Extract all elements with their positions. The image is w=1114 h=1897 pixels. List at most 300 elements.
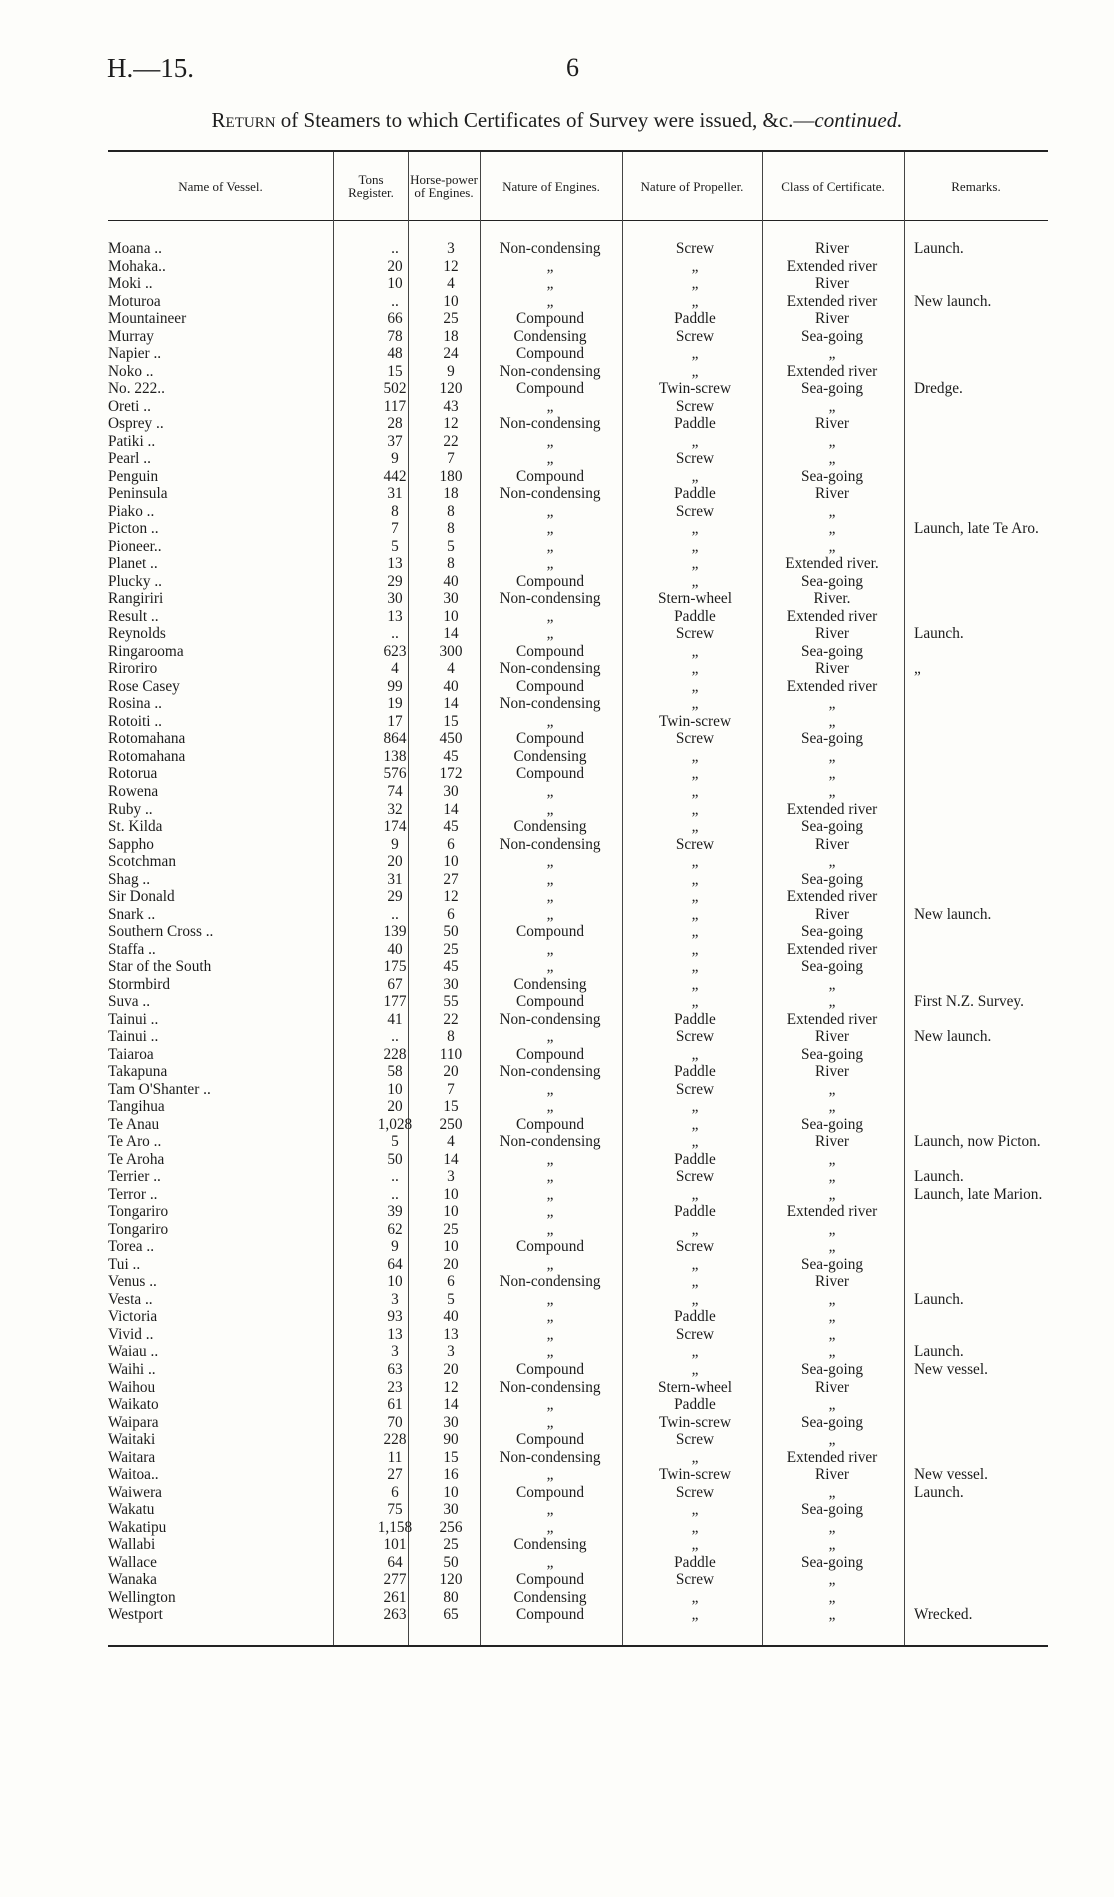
class-of-certificate: Sea-going	[800, 1361, 864, 1378]
table-row	[108, 1414, 1048, 1432]
table-row	[108, 1431, 1048, 1449]
nature-of-propeller: „	[691, 555, 699, 573]
vessel-name: Ringarooma	[108, 642, 184, 660]
nature-of-engines: „	[546, 1308, 554, 1326]
tons-register: 67	[387, 975, 403, 993]
tons-register: 31	[387, 485, 403, 503]
vessel-name: Tui ..	[108, 1255, 141, 1273]
nature-of-propeller: „	[691, 1045, 699, 1063]
nature-of-propeller: „	[691, 362, 699, 380]
class-of-certificate: Sea-going	[800, 467, 864, 485]
class-of-certificate: River	[815, 1273, 849, 1291]
nature-of-propeller: Screw	[675, 450, 715, 468]
horse-power: 7	[447, 1080, 455, 1098]
horse-power: 40	[443, 572, 459, 590]
header-bottom-rule	[108, 220, 1048, 221]
remarks: Launch.	[914, 1483, 964, 1501]
remarks: Launch.	[914, 1290, 964, 1308]
nature-of-propeller: „	[691, 1255, 699, 1273]
horse-power: 90	[443, 1431, 459, 1449]
table-row	[108, 450, 1048, 468]
table-row	[108, 1133, 1048, 1151]
class-of-certificate: Sea-going	[800, 327, 864, 345]
nature-of-engines: Compound	[516, 1606, 584, 1624]
nature-of-propeller: Screw	[675, 327, 715, 345]
tons-register: 117	[383, 397, 407, 415]
tons-register: 37	[387, 432, 403, 450]
class-of-certificate: „	[828, 1606, 836, 1624]
table-row	[108, 328, 1048, 346]
tons-register: 30	[387, 590, 403, 608]
horse-power: 25	[443, 310, 459, 328]
table-row	[108, 345, 1048, 363]
table-row	[108, 923, 1048, 941]
table-row	[108, 293, 1048, 311]
tons-register: 5	[391, 537, 399, 555]
title-text: of Steamers to which Certificates of Survey were issued, &c.—	[275, 108, 815, 132]
tons-register: 11	[387, 1448, 403, 1466]
horse-power: 8	[447, 555, 455, 573]
horse-power: 55	[443, 993, 459, 1011]
document-reference: H.—15.	[107, 53, 194, 83]
table-row	[108, 1589, 1048, 1607]
nature-of-engines: Condensing	[513, 327, 587, 345]
horse-power: 3	[447, 1343, 455, 1361]
table-row	[108, 1028, 1048, 1046]
nature-of-propeller: Twin-screw	[659, 1413, 731, 1431]
tons-register: 29	[387, 572, 403, 590]
vessel-name: Vesta ..	[108, 1290, 153, 1308]
remarks: New vessel.	[914, 1361, 988, 1378]
nature-of-engines: Compound	[516, 1115, 584, 1133]
header-name-of-vessel: Name of Vessel.	[178, 178, 263, 194]
class-of-certificate: Sea-going	[800, 1501, 864, 1519]
nature-of-propeller: „	[691, 1501, 699, 1519]
class-of-certificate: Sea-going	[800, 1553, 864, 1571]
horse-power: 30	[443, 782, 459, 800]
nature-of-engines: Compound	[516, 1431, 584, 1449]
nature-of-engines: „	[546, 502, 554, 520]
table-row	[108, 1571, 1048, 1589]
table-row	[108, 485, 1048, 503]
table-row	[108, 1606, 1048, 1624]
nature-of-propeller: „	[691, 345, 699, 363]
nature-of-propeller: „	[691, 765, 699, 783]
table-row	[108, 503, 1048, 521]
nature-of-propeller: „	[691, 870, 699, 888]
horse-power: 45	[443, 958, 459, 976]
class-of-certificate: River	[815, 415, 849, 433]
nature-of-propeller: „	[691, 432, 699, 450]
tons-register: 29	[387, 888, 403, 906]
horse-power: 10	[443, 292, 459, 310]
nature-of-engines: „	[546, 905, 554, 923]
vessel-name: Suva ..	[108, 993, 151, 1011]
nature-of-engines: Compound	[516, 730, 584, 748]
table-row	[108, 1046, 1048, 1064]
nature-of-engines: „	[546, 1466, 554, 1484]
table-row	[108, 958, 1048, 976]
vessel-name: Tainui ..	[108, 1028, 159, 1046]
horse-power: 120	[439, 380, 463, 398]
vessel-name: Oreti ..	[108, 397, 151, 415]
nature-of-engines: Non-condensing	[499, 485, 601, 503]
class-of-certificate: „	[828, 502, 836, 520]
horse-power: 12	[443, 257, 459, 275]
nature-of-propeller: „	[691, 1361, 699, 1378]
tons-register: ..	[391, 905, 399, 923]
tons-register: 64	[387, 1553, 403, 1571]
nature-of-propeller: Paddle	[674, 1010, 716, 1028]
vessel-name: Wellington	[108, 1588, 176, 1606]
vessel-name: Sappho	[108, 835, 154, 853]
tons-register: 32	[387, 800, 403, 818]
vessel-name: Te Aroha	[108, 1150, 165, 1168]
horse-power: 15	[443, 712, 459, 730]
tons-register: ..	[391, 292, 399, 310]
vessel-name: Torea ..	[108, 1238, 155, 1256]
tons-register: 61	[387, 1396, 403, 1414]
nature-of-engines: „	[546, 397, 554, 415]
tons-register: 78	[387, 327, 403, 345]
vessel-name: Tongariro	[108, 1220, 169, 1238]
nature-of-engines: „	[546, 1203, 554, 1221]
tons-register: 139	[383, 923, 407, 941]
table-row	[108, 730, 1048, 748]
horse-power: 10	[443, 853, 459, 871]
horse-power: 45	[443, 818, 459, 836]
nature-of-engines: Compound	[516, 765, 584, 783]
nature-of-propeller: Screw	[675, 1571, 715, 1589]
class-of-certificate: Extended river	[786, 1203, 878, 1221]
remarks: New launch.	[914, 905, 992, 923]
table-title	[0, 108, 1114, 133]
class-of-certificate: „	[828, 765, 836, 783]
vessel-name: Stormbird	[108, 975, 171, 993]
vessel-name: Tangihua	[108, 1098, 165, 1116]
tons-register: 70	[387, 1413, 403, 1431]
tons-register: 93	[387, 1308, 403, 1326]
horse-power: 80	[443, 1588, 459, 1606]
nature-of-engines: „	[546, 958, 554, 976]
vessel-name: Planet ..	[108, 555, 158, 573]
tons-register: 138	[383, 747, 407, 765]
class-of-certificate: River	[815, 310, 849, 328]
vessel-name: Patiki ..	[108, 432, 156, 450]
table-row	[108, 1308, 1048, 1326]
table-row	[108, 1343, 1048, 1361]
nature-of-propeller: Stern-wheel	[658, 590, 732, 608]
nature-of-engines: „	[546, 800, 554, 818]
nature-of-engines: „	[546, 1255, 554, 1273]
tons-register: 13	[387, 607, 403, 625]
horse-power: 8	[447, 502, 455, 520]
nature-of-propeller: „	[691, 800, 699, 818]
class-of-certificate: „	[828, 1483, 836, 1501]
vessel-name: Sir Donald	[108, 888, 175, 906]
nature-of-engines: „	[546, 1396, 554, 1414]
vessel-name: Rosina ..	[108, 695, 162, 713]
tons-register: 175	[383, 958, 407, 976]
class-of-certificate: River	[815, 905, 849, 923]
nature-of-propeller: Screw	[675, 1168, 715, 1186]
tons-register: 9	[391, 1238, 399, 1256]
tons-register: 7	[391, 520, 399, 538]
nature-of-propeller: Paddle	[674, 607, 716, 625]
nature-of-engines: „	[546, 1518, 554, 1536]
nature-of-engines: Non-condensing	[499, 240, 601, 257]
vessel-name: Waitoa..	[108, 1466, 159, 1484]
table-row	[108, 678, 1048, 696]
table-row	[108, 1203, 1048, 1221]
horse-power: 6	[447, 835, 455, 853]
vessel-name: Picton ..	[108, 520, 159, 538]
table-row	[108, 240, 1048, 258]
table-row	[108, 993, 1048, 1011]
remarks: New vessel.	[914, 1466, 988, 1484]
vessel-name: Terrier ..	[108, 1168, 161, 1186]
table-row	[108, 1273, 1048, 1291]
nature-of-propeller: Screw	[675, 625, 715, 643]
class-of-certificate: „	[828, 1080, 836, 1098]
class-of-certificate: „	[828, 450, 836, 468]
nature-of-engines: Condensing	[513, 818, 587, 836]
title-continued: continued.	[814, 108, 903, 132]
nature-of-engines: „	[546, 782, 554, 800]
page-number: 6	[566, 53, 579, 82]
nature-of-propeller: „	[691, 993, 699, 1011]
horse-power: 15	[443, 1448, 459, 1466]
vessel-name: Wakatu	[108, 1501, 155, 1519]
tons-register: 20	[387, 257, 403, 275]
tons-register: 23	[387, 1378, 403, 1396]
horse-power: 30	[443, 1413, 459, 1431]
nature-of-propeller: „	[691, 1290, 699, 1308]
nature-of-engines: „	[546, 853, 554, 871]
table-row	[108, 363, 1048, 381]
class-of-certificate: Sea-going	[800, 958, 864, 976]
class-of-certificate: „	[828, 1150, 836, 1168]
vessel-name: Terror ..	[108, 1185, 158, 1203]
class-of-certificate: Sea-going	[800, 923, 864, 941]
nature-of-propeller: Screw	[675, 1028, 715, 1046]
class-of-certificate: „	[828, 1588, 836, 1606]
horse-power: 40	[443, 1308, 459, 1326]
tons-register: 48	[387, 345, 403, 363]
nature-of-engines: „	[546, 292, 554, 310]
table-row	[108, 1063, 1048, 1081]
class-of-certificate: Extended river	[786, 607, 878, 625]
tons-register: 4	[391, 660, 399, 678]
nature-of-engines: „	[546, 607, 554, 625]
table-row	[108, 520, 1048, 538]
vessel-name: Rotorua	[108, 765, 158, 783]
tons-register: 10	[387, 275, 403, 293]
remarks: Launch.	[914, 1343, 964, 1361]
nature-of-engines: Compound	[516, 993, 584, 1011]
tons-register: 3	[391, 1343, 399, 1361]
tons-register: 228	[383, 1045, 407, 1063]
class-of-certificate: River	[815, 835, 849, 853]
table-row	[108, 1011, 1048, 1029]
horse-power: 5	[447, 537, 455, 555]
vessel-name: Moana ..	[108, 240, 162, 257]
table-row	[108, 1501, 1048, 1519]
tons-register: 3	[391, 1290, 399, 1308]
vessel-name: Te Aro ..	[108, 1133, 162, 1151]
nature-of-engines: Compound	[516, 1238, 584, 1256]
nature-of-engines: Non-condensing	[499, 415, 601, 433]
nature-of-engines: Condensing	[513, 975, 587, 993]
table-row	[108, 1151, 1048, 1169]
nature-of-engines: Compound	[516, 345, 584, 363]
tons-register: 20	[387, 853, 403, 871]
nature-of-propeller: „	[691, 958, 699, 976]
nature-of-engines: Non-condensing	[499, 1378, 601, 1396]
nature-of-propeller: Screw	[675, 1431, 715, 1449]
horse-power: 4	[447, 1133, 455, 1151]
vessel-name: Peninsula	[108, 485, 168, 503]
tons-register: ..	[391, 1185, 399, 1203]
nature-of-propeller: „	[691, 1115, 699, 1133]
nature-of-propeller: „	[691, 292, 699, 310]
class-of-certificate: „	[828, 1290, 836, 1308]
vessel-name: St. Kilda	[108, 818, 163, 836]
header-remarks: Remarks.	[951, 178, 1001, 194]
class-of-certificate: „	[828, 537, 836, 555]
vessel-name: Southern Cross ..	[108, 923, 214, 941]
table-row	[108, 380, 1048, 398]
nature-of-engines: Non-condensing	[499, 590, 601, 608]
nature-of-propeller: „	[691, 1448, 699, 1466]
vessel-name: Wallace	[108, 1553, 157, 1571]
table-row	[108, 1081, 1048, 1099]
tons-register: 27	[387, 1466, 403, 1484]
nature-of-propeller: „	[691, 467, 699, 485]
nature-of-propeller: „	[691, 660, 699, 678]
class-of-certificate: Extended river	[786, 362, 878, 380]
vessel-name: Wakatipu	[108, 1518, 167, 1536]
class-of-certificate: Sea-going	[800, 1115, 864, 1133]
nature-of-engines: „	[546, 712, 554, 730]
header-tons-register: Tons Register.	[348, 172, 394, 200]
table-row	[108, 643, 1048, 661]
table-bottom-rule	[108, 1645, 1048, 1647]
vessel-name: Waiwera	[108, 1483, 162, 1501]
vessel-name: No. 222..	[108, 380, 165, 398]
horse-power: 9	[447, 362, 455, 380]
nature-of-propeller: Paddle	[674, 1063, 716, 1081]
horse-power: 4	[447, 275, 455, 293]
horse-power: 172	[439, 765, 463, 783]
horse-power: 18	[443, 485, 459, 503]
class-of-certificate: Sea-going	[800, 572, 864, 590]
nature-of-engines: Non-condensing	[499, 835, 601, 853]
nature-of-engines: „	[546, 1028, 554, 1046]
class-of-certificate: „	[828, 1238, 836, 1256]
tons-register: 17	[387, 712, 403, 730]
table-row	[108, 275, 1048, 293]
table-row	[108, 398, 1048, 416]
nature-of-engines: „	[546, 1220, 554, 1238]
table-row	[108, 625, 1048, 643]
nature-of-propeller: Twin-screw	[659, 712, 731, 730]
nature-of-engines: Compound	[516, 642, 584, 660]
table-row	[108, 538, 1048, 556]
nature-of-engines: Compound	[516, 467, 584, 485]
vessel-name: Rangiriri	[108, 590, 164, 608]
class-of-certificate: „	[828, 1571, 836, 1589]
horse-power: 50	[443, 923, 459, 941]
nature-of-engines: Non-condensing	[499, 1273, 601, 1291]
table-row	[108, 1466, 1048, 1484]
class-of-certificate: „	[828, 345, 836, 363]
nature-of-engines: Compound	[516, 310, 584, 328]
class-of-certificate: „	[828, 1098, 836, 1116]
nature-of-engines: „	[546, 1098, 554, 1116]
horse-power: 45	[443, 747, 459, 765]
nature-of-engines: Non-condensing	[499, 1063, 601, 1081]
horse-power: 10	[443, 1185, 459, 1203]
nature-of-engines: „	[546, 1501, 554, 1519]
nature-of-propeller: Paddle	[674, 1396, 716, 1414]
vessel-name: Rowena	[108, 782, 159, 800]
tons-register: 40	[387, 940, 403, 958]
vessel-name: Waitara	[108, 1448, 156, 1466]
horse-power: 3	[447, 1168, 455, 1186]
class-of-certificate: „	[828, 432, 836, 450]
vessel-name: Waihou	[108, 1378, 156, 1396]
header-nature-of-propeller: Nature of Propeller.	[640, 178, 744, 194]
class-of-certificate: „	[828, 1431, 836, 1449]
nature-of-engines: Compound	[516, 1361, 584, 1378]
horse-power: 40	[443, 677, 459, 695]
horse-power: 120	[439, 1571, 463, 1589]
class-of-certificate: River	[815, 625, 849, 643]
table-row	[108, 555, 1048, 573]
remarks: Launch, late Marion.	[914, 1185, 1043, 1203]
tons-register: ..	[391, 240, 399, 257]
vessel-name: Piako ..	[108, 502, 155, 520]
nature-of-engines: „	[546, 257, 554, 275]
horse-power: 27	[443, 870, 459, 888]
nature-of-engines: Non-condensing	[499, 1010, 601, 1028]
tons-register: 13	[387, 1325, 403, 1343]
vessel-name: Vivid ..	[108, 1325, 154, 1343]
tons-register: 228	[383, 1431, 407, 1449]
tons-register: ..	[391, 1028, 399, 1046]
header-class-of-certificate: Class of Certificate.	[781, 178, 885, 194]
vessel-name: Wallabi	[108, 1536, 156, 1554]
table-row	[108, 818, 1048, 836]
class-of-certificate: „	[828, 1518, 836, 1536]
nature-of-engines: „	[546, 432, 554, 450]
vessel-name: Tam O'Shanter ..	[108, 1080, 211, 1098]
horse-power: 450	[439, 730, 463, 748]
nature-of-engines: Compound	[516, 677, 584, 695]
table-row	[108, 695, 1048, 713]
nature-of-engines: „	[546, 1553, 554, 1571]
table-row	[108, 573, 1048, 591]
horse-power: 10	[443, 1483, 459, 1501]
vessel-name: Waikato	[108, 1396, 159, 1414]
nature-of-propeller: „	[691, 1536, 699, 1554]
nature-of-engines: „	[546, 520, 554, 538]
remarks: New launch.	[914, 1028, 992, 1046]
vessel-name: Staffa ..	[108, 940, 156, 958]
tons-register: 50	[387, 1150, 403, 1168]
class-of-certificate: Extended river	[786, 292, 878, 310]
